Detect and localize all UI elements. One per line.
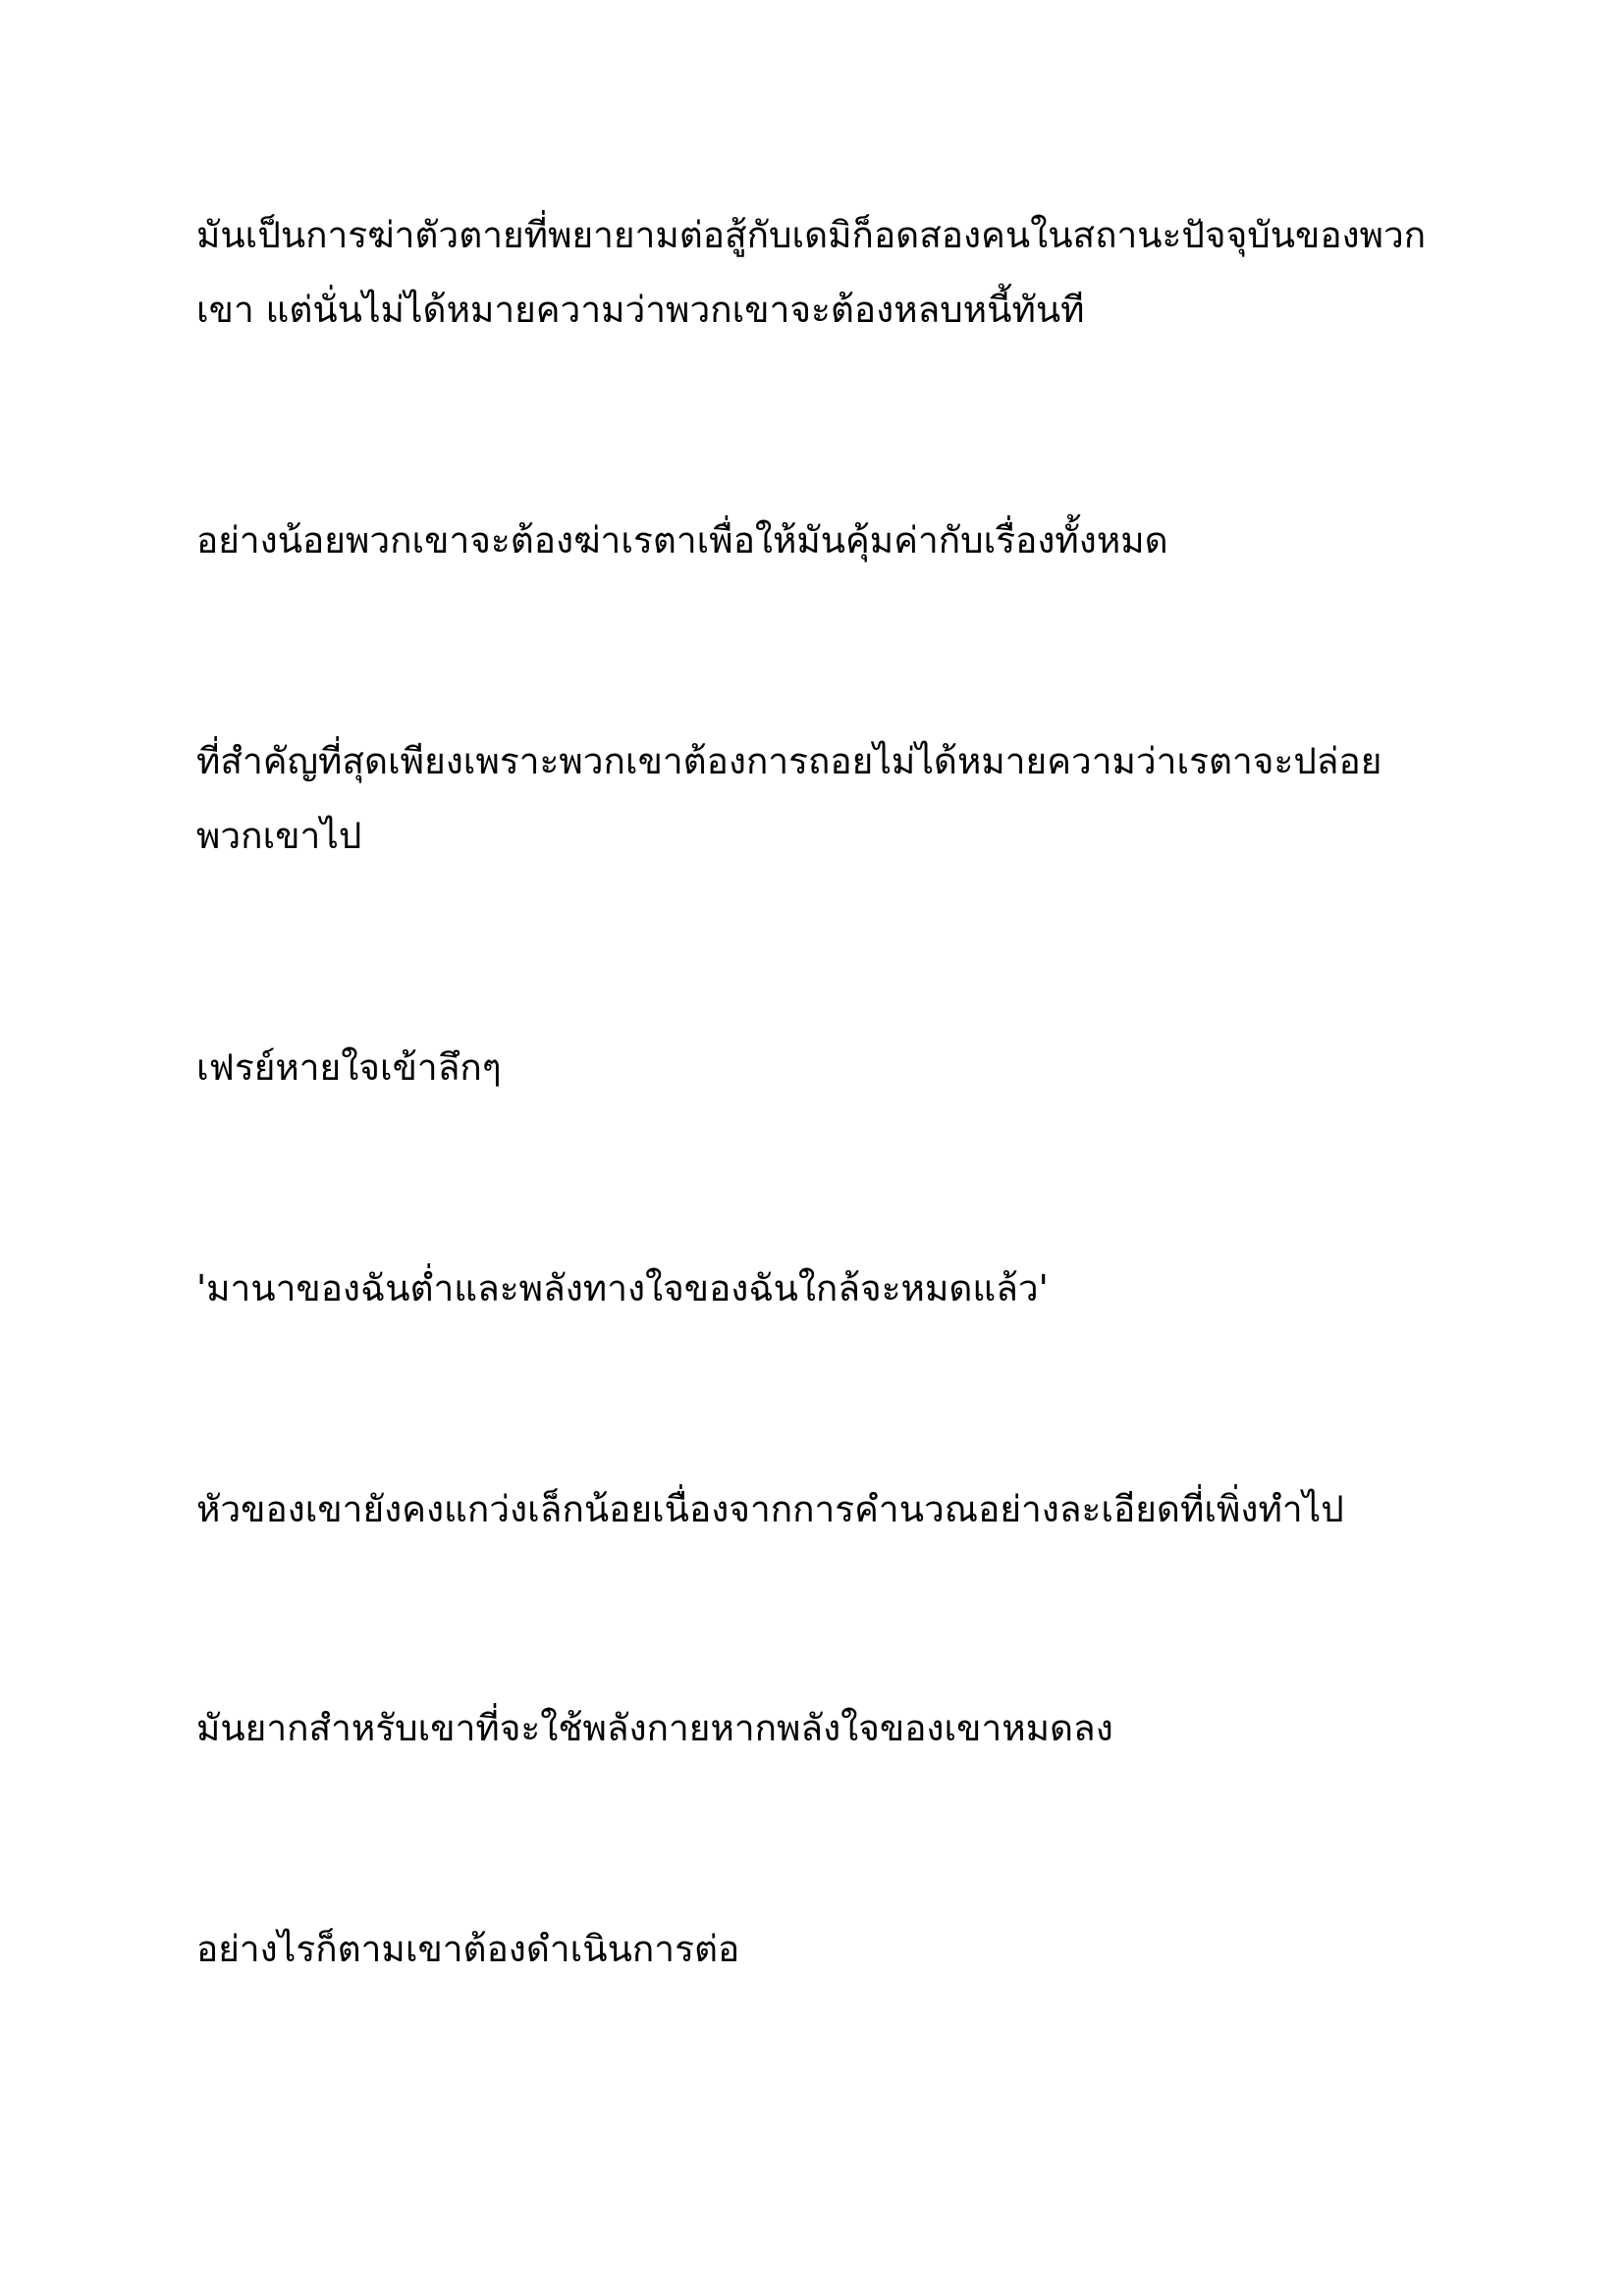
paragraph-2: อย่างน้อยพวกเขาจะต้องฆ่าเรตาเพื่อให้มันคุ้มค่ากับเรื่องทั้งหมด [196, 519, 1168, 561]
paragraph-1: มันเป็นการฆ่าตัวตายที่พยายามต่อสู้กับเดมิก็อดสองคนในสถานะปัจจุบันของพวกเขา แต่นั่นไม่ได้หมายความว่าพวกเขาจะต้องหลบหนี้ทันที [196, 214, 1427, 331]
paragraph-8: อย่างไรก็ตามเขาต้องดำเนินการต่อ [196, 1928, 740, 1970]
paragraph-7: มันยากสำหรับเขาที่จะใช้พลังกายหากพลังใจของเขาหมดลง [196, 1707, 1113, 1749]
paragraph-5-dialogue: 'มานาของฉันต่ำและพลังทางใจของฉันใกล้จะหมดแล้ว' [196, 1267, 1049, 1309]
paragraph-4: เฟรย์หายใจเข้าลึกๆ [196, 1046, 502, 1089]
paragraph-3: ที่สำคัญที่สุดเพียงเพราะพวกเขาต้องการถอยไม่ได้หมายความว่าเรตาจะปล่อยพวกเขาไป [196, 740, 1382, 857]
paragraph-6: หัวของเขายังคงแกว่งเล็กน้อยเนื่องจากการคำนวณอย่างละเอียดที่เพิ่งทำไป [196, 1488, 1344, 1530]
